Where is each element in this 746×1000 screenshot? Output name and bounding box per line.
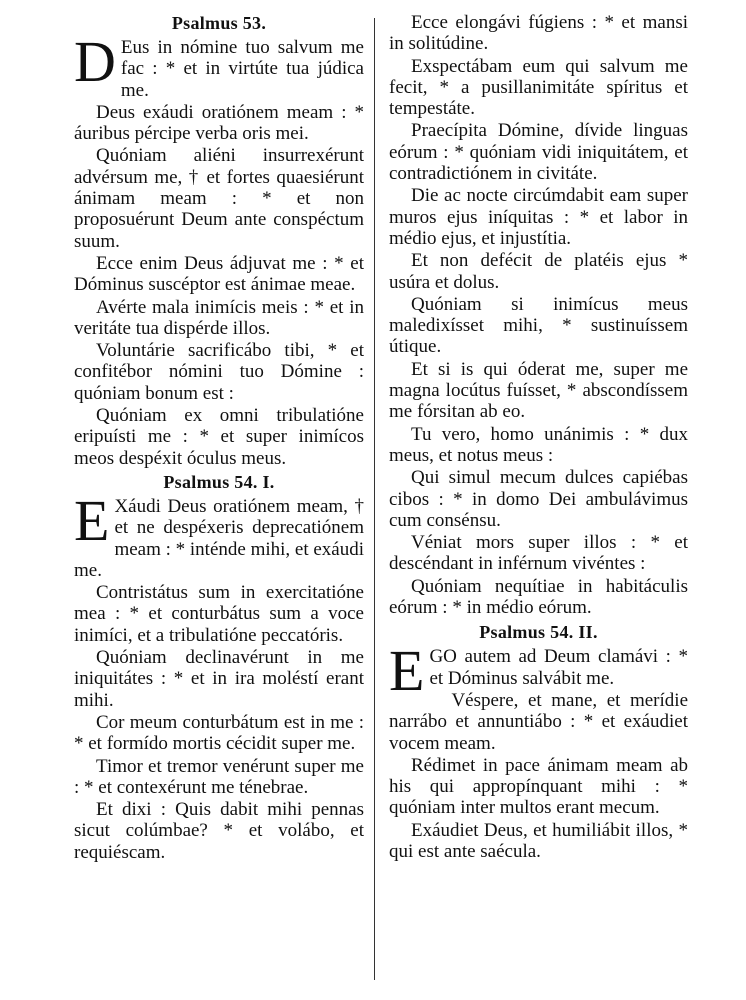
psalm-54-ii-verse-3: Rédimet in pace ánimam meam ab his qui appropínquant mihi : * quóniam inter multos erant mecum.	[389, 754, 688, 819]
psalm-54-i-verse-17: Quóniam nequítiae in habitáculis eórum : * in médio eórum.	[389, 575, 688, 619]
psalm-54-i-verse-14: Tu vero, homo unánimis : * dux meus, et notus meus :	[389, 423, 688, 466]
psalm-54-i-verse-6: Et dixi : Quis dabit mihi pennas sicut colúmbae? * et volábo, et requiéscam.	[74, 799, 364, 863]
psalm-53-verse-7: Quóniam ex omni tribulatióne eripuísti me : * et super inimícos meos despéxit óculus meus.	[74, 405, 364, 469]
drop-cap-e: E	[74, 487, 110, 553]
psalm-53-verse-6: Voluntárie sacrificábo tibi, * et confitébor nómini tuo Dómine : quóniam bonum est :	[74, 340, 364, 404]
psalm-54-i-verse-9: Praecípita Dómine, dívide linguas eórum : * quóniam vidi iniquitátem, et contradictiónem in civitáte.	[389, 120, 688, 185]
psalm-54-i-verse-13: Et si is qui óderat me, super me magna locútus fuísset, * abscondíssem me fórsitan ab eo.	[389, 358, 688, 423]
psalm-53-verse-4: Ecce enim Deus ádjuvat me : * et Dóminus suscéptor est ánimae meae.	[74, 252, 364, 296]
psalm-53-verse-2: Deus exáudi oratiónem meam : * áuribus pércipe verba oris mei.	[74, 101, 364, 145]
psalm-54-i-verse-7: Ecce elongávi fúgiens : * et mansi in solitúdine.	[389, 12, 688, 55]
psalm-54-i-verse-5: Timor et tremor venérunt super me : * et contexérunt me ténebrae.	[74, 755, 364, 798]
psalm-53-heading: Psalmus 53.	[171, 13, 267, 33]
psalm-54-i-heading: Psalmus 54. I.	[163, 471, 275, 492]
psalm-53-verse-1: D Eus in nómine tuo salvum me fac : * et in virtúte tua júdica me.	[74, 29, 364, 101]
right-column	[389, 12, 688, 863]
psalm-54-i-verse-8: Exspectábam eum qui salvum me fecit, * a pusillanimitáte spíritus et tempestáte.	[389, 55, 688, 120]
psalm-54-i-verse-2: Contristátus sum in exercitatióne mea : * et conturbátus sum a voce inimíci, et a tribulatióne peccatóris.	[74, 582, 364, 646]
psalm-54-i-verse-3: Quóniam declinavérunt in me iniquitátes : * et in ira moléstí erant mihi.	[74, 647, 364, 711]
column-divider	[374, 18, 375, 980]
psalm-54-i-verse-12: Quóniam si inimícus meus maledixísset mihi, * sustinuíssem útique.	[389, 293, 688, 358]
drop-cap-e-2: E	[389, 638, 425, 704]
psalm-54-i-verse-16: Véniat mors super illos : * et descéndant in inférnum vivéntes :	[389, 532, 688, 575]
psalm-53-verse-5: Avérte mala inimícis meis : * et in veritáte tua dispérde illos.	[74, 296, 364, 339]
drop-cap-d: D	[74, 29, 116, 94]
psalm-54-i-verse-11: Et non defécit de platéis ejus * usúra et dolus.	[389, 250, 688, 293]
psalm-54-ii-verse-2: Véspere, et mane, et merídie narrábo et annuntiábo : * et exáudiet vocem meam.	[389, 689, 688, 754]
psalm-54-ii-heading: Psalmus 54. II.	[479, 622, 598, 643]
psalm-54-i-verse-4: Cor meum conturbátum est in me : * et formído mortis cécidit super me.	[74, 711, 364, 755]
psalm-54-ii-verse-1: EGO autem ad Deum clamávi : * et Dóminus salvábit me.	[389, 638, 688, 704]
psalm-54-i-verse-15: Qui simul mecum dulces capiébas cibos : * in domo Dei ambulávimus cum consénsu.	[389, 467, 688, 531]
psalm-54-ii-verse-4: Exáudiet Deus, et humiliábit illos, * qui est ante saécula.	[389, 819, 688, 862]
psalm-54-i-verse-10: Die ac nocte circúmdabit eam super muros ejus iníquitas : * et labor in médio ejus, et injustítia.	[389, 185, 688, 249]
psalm-54-i-verse-1: E Xáudi Deus oratiónem meam, † et ne despéxeris deprecatiónem meam : * inténde mihi, et exáudi me.	[74, 487, 365, 581]
psalm-53-verse-3: Quóniam aliéni insurrexérunt advérsum me, † et fortes quaesiérunt ánimam meam : * et non proposuérunt Deum ante conspéctum suum.	[74, 145, 364, 252]
left-column	[74, 12, 364, 864]
